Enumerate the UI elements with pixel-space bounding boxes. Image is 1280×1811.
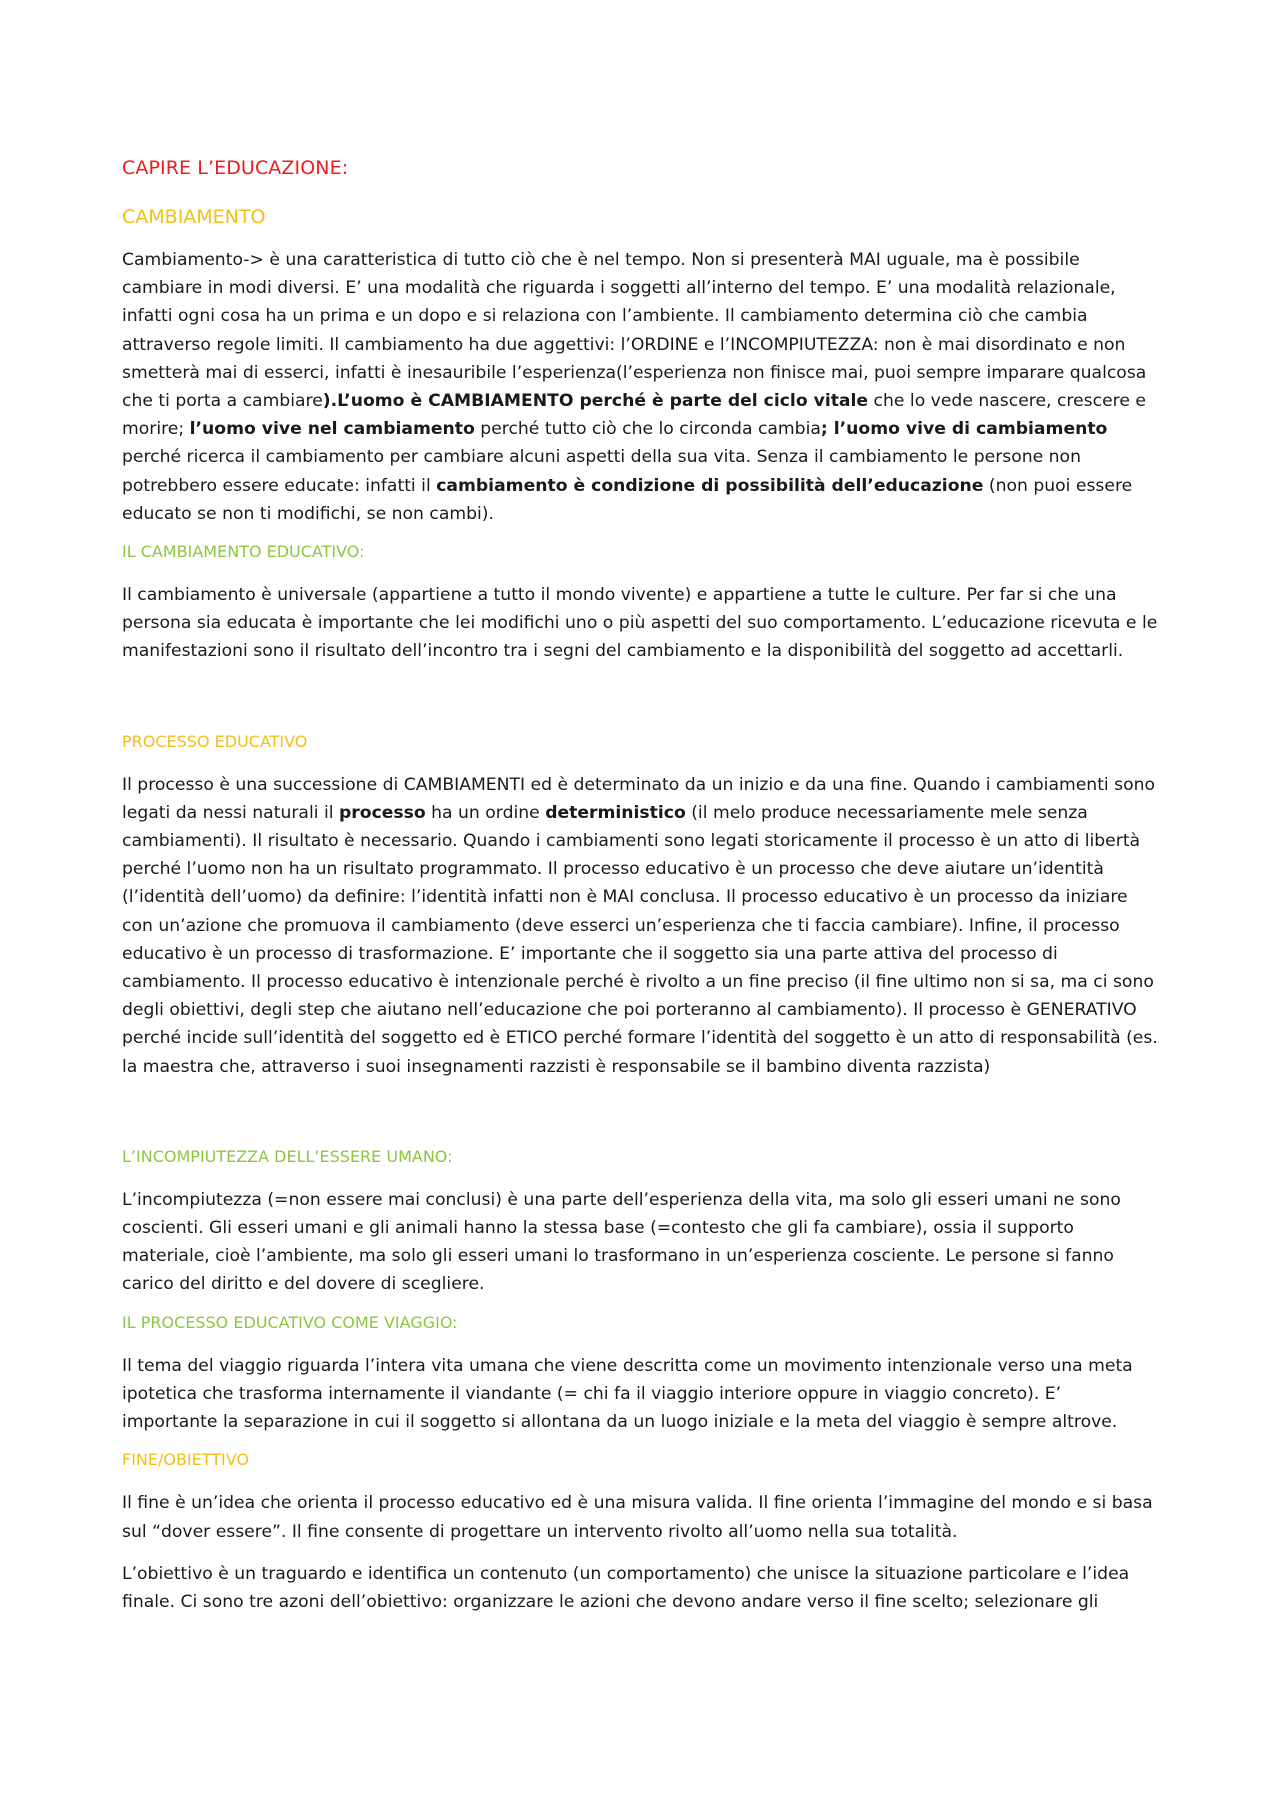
- paragraph-cambiamento-educativo: Il cambiamento è universale (appartiene a tutto il mondo vivente) e appartiene a tutte le culture. Per far si che una persona sia educata è importante che lei modifichi uno o più aspetti del suo comportamento. L’educazione ricevuta e le manifestazioni sono il risultato dell’incontro tra i segni del cambiamento e la disponibilità del soggetto ad accettarli.: [122, 585, 1158, 662]
- paragraph-fine: Il fine è un’idea che orienta il processo educativo ed è una misura valida. Il fine orienta l’immagine del mondo e si basa sul “dover essere”. Il fine consente di progettare un intervento rivolto all’uomo nella sua totalità.: [122, 1493, 1153, 1542]
- paragraph-incompiutezza: L’incompiutezza (=non essere mai conclusi) è una parte dell’esperienza della vita, ma solo gli esseri umani ne sono coscienti. Gli esseri umani e gli animali hanno la stessa base (=contesto che gli fa cambiare), ossia il supporto materiale, cioè l’ambiente, ma solo gli esseri umani lo trasformano in un’esperienza cosciente. Le persone si fanno carico del diritto e del dovere di scegliere.: [122, 1189, 1121, 1295]
- paragraph-viaggio: Il tema del viaggio riguarda l’intera vita umana che viene descritta come un movimento intenzionale verso una meta ipotetica che trasforma internamente il viandante (= chi fa il viaggio interiore oppure in viaggio concreto). E’ importante la separazione in cui il soggetto si allontana da un luogo iniziale e la meta del viaggio è sempre altrove.: [122, 1355, 1133, 1433]
- paragraph-obiettivo: L’obiettivo è un traguardo e identifica un contenuto (un comportamento) che unisce la situazione particolare e l’idea finale. Ci sono tre azoni dell’obiettivo: organizzare le azioni che devono andare verso il fine scelto; selezionare gli: [122, 1563, 1130, 1612]
- paragraph-processo-educativo: Il processo è una successione di CAMBIAMENTI ed è determinato da un inizio e da una fine. Quando i cambiamenti sono legati da nessi naturali il processo ha un ordine deterministico (il melo produce necessariamente mele senza cambiamenti). Il risultato è necessario. Quando i cambiamenti sono legati storicamente il processo è un atto di libertà perché l’uomo non ha un risultato programmato. Il processo educativo è un processo che deve aiutare un’identità (l’identità dell’uomo) da definire: l’identità infatti non è MAI conclusa. Il processo educativo è un processo da iniziare con un’azione che promuova il cambiamento (deve esserci un’esperienza che ti faccia cambiare). Infine, il processo educativo è un processo di trasformazione. E’ importante che il soggetto sia una parte attiva del processo di cambiamento. Il processo educativo è intenzionale perché è rivolto a un fine preciso (il fine ultimo non si sa, ma ci sono degli obiettivi, degli step che aiutano nell’educazione che poi porteranno al cambiamento). Il processo è GENERATIVO perché incide sull’identità del soggetto ed è ETICO perché formare l’identità del soggetto è un atto di responsabilità (es. la maestra che, attraverso i suoi insegnamenti razzisti è responsabile se il bambino diventa razzista): [122, 774, 1158, 1077]
- heading-incompiutezza: L’INCOMPIUTEZZA DELL’ESSERE UMANO:: [122, 1146, 453, 1166]
- heading-cambiamento: CAMBIAMENTO: [122, 206, 266, 228]
- spacer: [122, 1095, 1160, 1147]
- document-title: CAPIRE L’EDUCAZIONE:: [122, 157, 349, 179]
- heading-processo-educativo: PROCESSO EDUCATIVO: [122, 731, 308, 751]
- heading-viaggio: IL PROCESSO EDUCATIVO COME VIAGGIO:: [122, 1312, 458, 1332]
- spacer: [122, 680, 1160, 732]
- heading-fine-obiettivo: FINE/OBIETTIVO: [122, 1450, 250, 1470]
- heading-cambiamento-educativo: IL CAMBIAMENTO EDUCATIVO:: [122, 542, 365, 562]
- paragraph-cambiamento: Cambiamento-> è una caratteristica di tutto ciò che è nel tempo. Non si presenterà MAI uguale, ma è possibile cambiare in modi diversi. E’ una modalità che riguarda i soggetti all’interno del tempo. E’ una modalità relazionale, infatti ogni cosa ha un prima e un dopo e si relaziona con l’ambiente. Il cambiamento determina ciò che cambia attraverso regole limiti. Il cambiamento ha due aggettivi: l’ORDINE e l’INCOMPIUTEZZA: non è mai disordinato e non smetterà mai di esserci, infatti è inesauribile l’esperienza(l’esperienza non finisce mai, puoi sempre imparare qualcosa che ti porta a cambiare).L’uomo è CAMBIAMENTO perché è parte del ciclo vitale che lo vede nascere, crescere e morire; l’uomo vive nel cambiamento perché tutto ciò che lo circonda cambia; l’uomo vive di cambiamento perché ricerca il cambiamento per cambiare alcuni aspetti della sua vita. Senza il cambiamento le persone non potrebbero essere educate: infatti il cambiamento è condizione di possibilità dell’educazione (non puoi essere educato se non ti modifichi, se non cambi).: [122, 250, 1147, 524]
